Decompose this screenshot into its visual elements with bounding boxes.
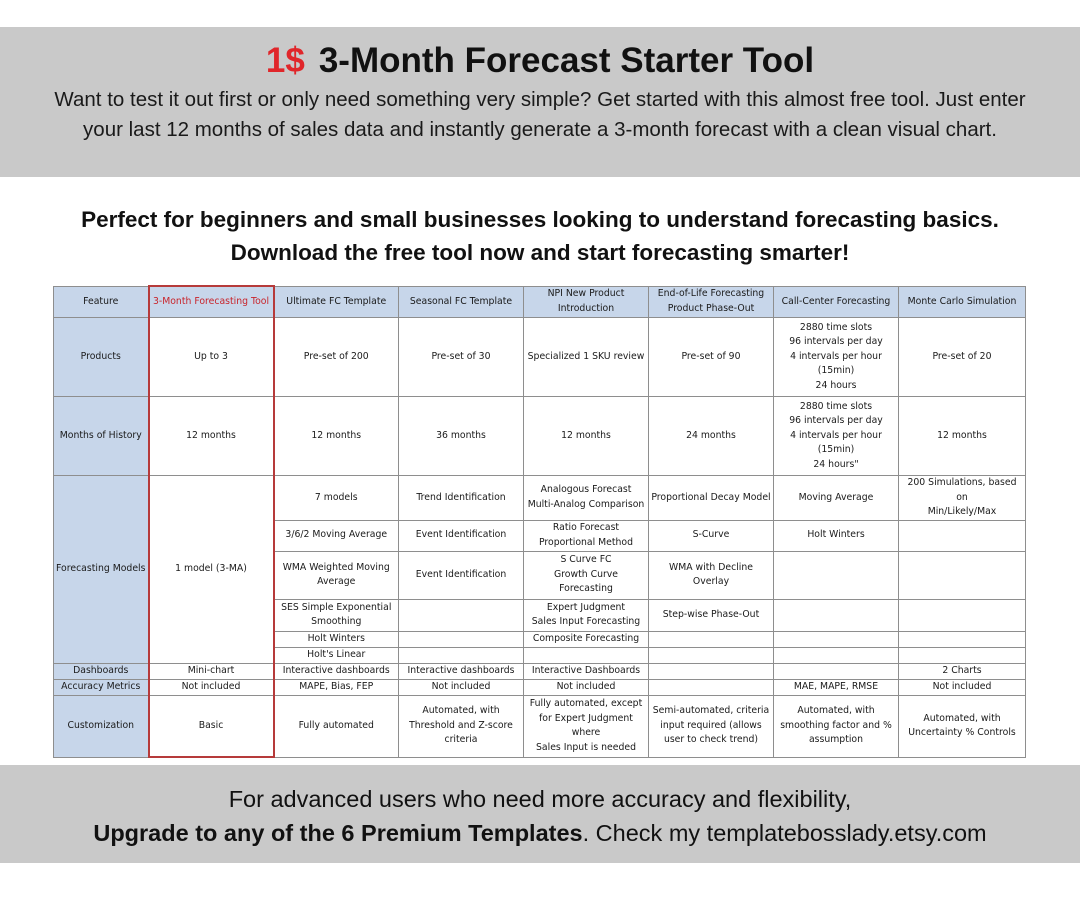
table-cell: Basic	[149, 695, 274, 757]
table-cell	[524, 647, 649, 663]
table-cell: SES Simple Exponential Smoothing	[274, 599, 399, 631]
table-cell	[399, 647, 524, 663]
table-cell: MAE, MAPE, RMSE	[774, 679, 899, 695]
table-cell: Not included	[149, 679, 274, 695]
table-cell: 12 months	[149, 397, 274, 476]
header-description: Want to test it out first or only need something very simple? Get started with this almost free tool. Just enter your last 12 months of sales data and instantly generate a 3-month forecast with a clean visual chart.	[54, 88, 1026, 141]
column-header: Feature	[54, 286, 149, 318]
table-cell: Not included	[899, 679, 1026, 695]
promo-line-2: Download the free tool now and start forecasting smarter!	[230, 240, 850, 265]
column-header: Seasonal FC Template	[399, 286, 524, 318]
table-cell: Pre-set of 90	[649, 318, 774, 397]
footer-line-1: For advanced users who need more accuracy and flexibility,	[228, 786, 852, 812]
table-row	[54, 318, 1026, 397]
table-cell: Not included	[524, 679, 649, 695]
table-header-row	[54, 286, 1026, 318]
table-cell	[899, 599, 1026, 631]
title-text: 3-Month Forecast Starter Tool	[318, 41, 815, 80]
table-cell: 2880 time slots 96 intervals per day 4 intervals per hour (15min) 24 hours"	[774, 397, 899, 476]
table-cell: 1 model (3-MA)	[149, 476, 274, 664]
table-cell	[399, 631, 524, 647]
page-title	[0, 41, 1080, 81]
table-cell: Semi-automated, criteria input required (allows user to check trend)	[649, 695, 774, 757]
promo-line-1: Perfect for beginners and small businesses looking to understand forecasting basics.	[81, 207, 999, 232]
table-cell	[774, 631, 899, 647]
table-cell	[649, 679, 774, 695]
table-cell: Pre-set of 200	[274, 318, 399, 397]
row-header: Dashboards	[54, 663, 149, 679]
shop-link-text: . Check my templatebosslady.etsy.com	[582, 820, 987, 846]
row-header: Months of History	[54, 397, 149, 476]
table-cell	[649, 663, 774, 679]
table-cell: 2880 time slots 96 intervals per day 4 intervals per hour (15min) 24 hours	[774, 318, 899, 397]
table-cell: 12 months	[524, 397, 649, 476]
table-cell: MAPE, Bias, FEP	[274, 679, 399, 695]
table-cell: Holt's Linear	[274, 647, 399, 663]
table-cell: 24 months	[649, 397, 774, 476]
table-cell: Event Identification	[399, 520, 524, 551]
table-cell: Automated, with Uncertainty % Controls	[899, 695, 1026, 757]
table-row	[54, 663, 1026, 679]
table-cell: Composite Forecasting	[524, 631, 649, 647]
table-cell: Up to 3	[149, 318, 274, 397]
table-cell: 12 months	[899, 397, 1026, 476]
price-tag: 1$	[265, 41, 305, 80]
table-cell	[649, 647, 774, 663]
row-header: Forecasting Models	[54, 476, 149, 664]
table-cell	[399, 599, 524, 631]
table-cell: Automated, with smoothing factor and % assumption	[774, 695, 899, 757]
table-cell: Automated, with Threshold and Z-score criteria	[399, 695, 524, 757]
table-cell: 36 months	[399, 397, 524, 476]
table-cell: Analogous Forecast Multi-Analog Comparison	[524, 476, 649, 521]
table-row	[54, 695, 1026, 757]
table-cell	[774, 663, 899, 679]
table-cell	[899, 647, 1026, 663]
table-cell: 7 models	[274, 476, 399, 521]
column-header: End-of-Life Forecasting Product Phase-Out	[649, 286, 774, 318]
table-cell: Pre-set of 30	[399, 318, 524, 397]
table-cell	[774, 551, 899, 599]
table-cell: Not included	[399, 679, 524, 695]
row-header: Products	[54, 318, 149, 397]
table-cell: Holt Winters	[274, 631, 399, 647]
table-row	[54, 397, 1026, 476]
table-cell	[649, 631, 774, 647]
footer-banner	[0, 765, 1080, 863]
upgrade-callout: Upgrade to any of the 6 Premium Templates	[93, 820, 583, 846]
table-cell: Step-wise Phase-Out	[649, 599, 774, 631]
table-cell	[774, 647, 899, 663]
table-cell: Fully automated	[274, 695, 399, 757]
table-cell: Holt Winters	[774, 520, 899, 551]
table-cell: Moving Average	[774, 476, 899, 521]
table-cell: Event Identification	[399, 551, 524, 599]
column-header: Monte Carlo Simulation	[899, 286, 1026, 318]
table-cell: 200 Simulations, based on Min/Likely/Max	[899, 476, 1026, 521]
table-cell: Mini-chart	[149, 663, 274, 679]
table-cell	[774, 599, 899, 631]
table-cell: S Curve FC Growth Curve Forecasting	[524, 551, 649, 599]
header-banner	[0, 27, 1080, 177]
table-cell: Specialized 1 SKU review	[524, 318, 649, 397]
table-cell: Pre-set of 20	[899, 318, 1026, 397]
column-header: Call-Center Forecasting	[774, 286, 899, 318]
footer-line-2	[0, 816, 1080, 850]
table-row	[54, 476, 1026, 521]
table-cell: Trend Identification	[399, 476, 524, 521]
table-cell: WMA Weighted Moving Average	[274, 551, 399, 599]
table-row	[54, 679, 1026, 695]
table-cell	[899, 551, 1026, 599]
table-cell	[899, 520, 1026, 551]
table-cell	[899, 631, 1026, 647]
table-cell: 3/6/2 Moving Average	[274, 520, 399, 551]
table-cell: 12 months	[274, 397, 399, 476]
table-cell: Interactive dashboards	[399, 663, 524, 679]
table-cell: Expert Judgment Sales Input Forecasting	[524, 599, 649, 631]
table-cell: Proportional Decay Model	[649, 476, 774, 521]
row-header: Customization	[54, 695, 149, 757]
table-cell: WMA with Decline Overlay	[649, 551, 774, 599]
column-header: Ultimate FC Template	[274, 286, 399, 318]
table-cell: S-Curve	[649, 520, 774, 551]
table-cell: Interactive Dashboards	[524, 663, 649, 679]
table-cell: Fully automated, except for Expert Judgment where Sales Input is needed	[524, 695, 649, 757]
promo-text	[0, 203, 1080, 269]
table-cell: Ratio Forecast Proportional Method	[524, 520, 649, 551]
column-header: NPI New Product Introduction	[524, 286, 649, 318]
row-header: Accuracy Metrics	[54, 679, 149, 695]
comparison-table	[53, 285, 1026, 758]
column-header-highlighted: 3-Month Forecasting Tool	[149, 286, 274, 318]
table-cell: 2 Charts	[899, 663, 1026, 679]
table-cell: Interactive dashboards	[274, 663, 399, 679]
